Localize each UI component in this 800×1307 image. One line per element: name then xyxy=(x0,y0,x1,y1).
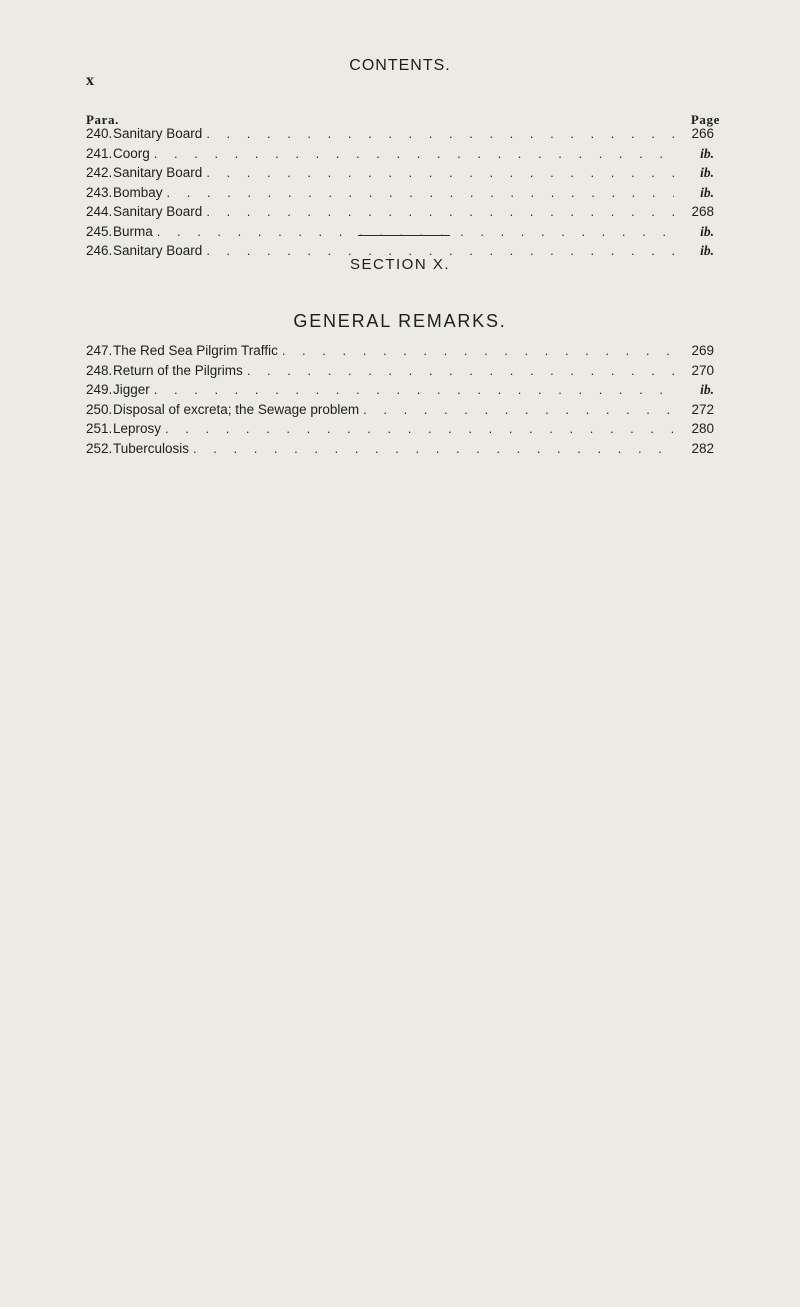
dot-leader xyxy=(206,124,674,144)
dot-leader xyxy=(165,419,674,439)
toc-entry-title: The Red Sea Pilgrim Traffic xyxy=(113,343,278,358)
page-number: x xyxy=(86,72,95,89)
toc-entry-title: Coorg xyxy=(113,145,150,161)
toc-page-ref: ib. xyxy=(700,145,714,161)
toc-group-1 xyxy=(86,124,714,261)
toc-page-ref: 268 xyxy=(691,204,714,219)
toc-para-number: 240. xyxy=(86,126,113,141)
dot-leader xyxy=(247,361,674,381)
dot-leader xyxy=(206,163,674,183)
toc-para-number: 241. xyxy=(86,145,113,161)
toc-row xyxy=(86,361,714,381)
toc-page-ref: 270 xyxy=(691,362,714,378)
toc-page-ref: ib. xyxy=(700,223,714,239)
section-divider xyxy=(358,235,450,236)
running-head: CONTENTS. xyxy=(349,57,451,74)
section-title: SECTION X. xyxy=(349,256,450,273)
toc-para-number: 247. xyxy=(86,343,113,358)
toc-row xyxy=(86,202,714,222)
toc-para-number: 248. xyxy=(86,362,113,378)
dot-leader xyxy=(157,222,674,242)
toc-entry-title: Bombay xyxy=(113,184,163,200)
toc-para-number: 244. xyxy=(86,204,113,219)
toc-entry-title: Sanitary Board xyxy=(113,243,203,258)
toc-entry-title: Sanitary Board xyxy=(113,126,203,141)
dot-leader xyxy=(282,341,674,361)
toc-para-number: 245. xyxy=(86,223,113,239)
toc-para-number: 249. xyxy=(86,382,113,397)
toc-row xyxy=(86,183,714,203)
toc-entry-title: Disposal of excreta; the Sewage problem xyxy=(113,401,360,417)
toc-entry-title: Leprosy xyxy=(113,421,162,436)
toc-row xyxy=(86,380,714,400)
toc-entry-title: Burma xyxy=(113,223,153,239)
toc-para-number: 251. xyxy=(86,421,113,436)
dot-leader xyxy=(167,183,674,203)
dot-leader xyxy=(154,144,674,164)
toc-page-ref: ib. xyxy=(700,243,714,258)
section-subtitle: GENERAL REMARKS. xyxy=(293,311,507,331)
toc-row xyxy=(86,400,714,420)
toc-para-number: 252. xyxy=(86,440,113,456)
dot-leader xyxy=(363,400,674,420)
toc-para-number: 243. xyxy=(86,184,113,200)
toc-page-ref: ib. xyxy=(700,165,714,180)
toc-group-2 xyxy=(86,341,714,458)
toc-page-ref: ib. xyxy=(700,184,714,200)
toc-row xyxy=(86,124,714,144)
toc-row xyxy=(86,419,714,439)
dot-leader xyxy=(206,202,674,222)
toc-entry-title: Sanitary Board xyxy=(113,165,203,180)
toc-row xyxy=(86,163,714,183)
dot-leader xyxy=(193,439,674,459)
toc-row xyxy=(86,439,714,459)
toc-row xyxy=(86,341,714,361)
toc-page-ref: 266 xyxy=(691,126,714,141)
toc-para-number: 250. xyxy=(86,401,113,417)
toc-para-number: 246. xyxy=(86,243,113,258)
dot-leader xyxy=(154,380,674,400)
toc-entry-title: Sanitary Board xyxy=(113,204,203,219)
toc-entry-title: Return of the Pilgrims xyxy=(113,362,243,378)
toc-row xyxy=(86,222,714,242)
toc-para-number: 242. xyxy=(86,165,113,180)
toc-page-ref: 272 xyxy=(691,401,714,417)
toc-entry-title: Jigger xyxy=(113,382,150,397)
toc-page-ref: 269 xyxy=(691,343,714,358)
toc-row xyxy=(86,144,714,164)
toc-page-ref: 282 xyxy=(691,440,714,456)
toc-entry-title: Tuberculosis xyxy=(113,440,190,456)
para-column-heading: Para. xyxy=(86,112,119,127)
toc-page-ref: 280 xyxy=(691,421,714,436)
toc-page-ref: ib. xyxy=(700,382,714,397)
page-column-heading: Page xyxy=(690,112,720,127)
